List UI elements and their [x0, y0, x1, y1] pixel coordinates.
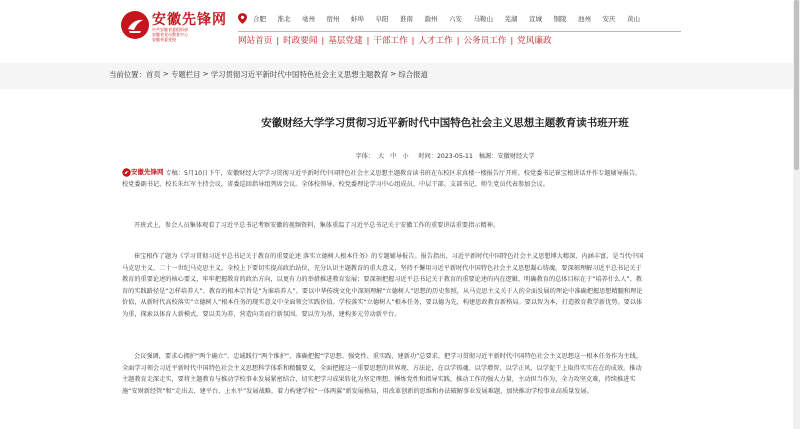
city-link-bengbu[interactable]: 蚌埠	[351, 14, 364, 23]
city-link-wuhu[interactable]: 芜湖	[504, 14, 518, 23]
nav-separator: |	[411, 35, 415, 45]
breadcrumb-separator: >	[390, 69, 397, 78]
breadcrumb-separator: >	[162, 69, 169, 78]
city-link-suzhou[interactable]: 宿州	[326, 14, 340, 23]
nav-item-party-building[interactable]: 基层党建	[328, 36, 363, 46]
breadcrumb	[109, 69, 428, 80]
breadcrumb-theme-education[interactable]: 学习贯彻习近平新时代中国特色社会主义思想主题教育	[210, 70, 389, 79]
nav-item-integrity[interactable]: 党风廉政	[517, 36, 552, 46]
page-scrollbar[interactable]	[793, 0, 800, 429]
breadcrumb-reports[interactable]: 综合报道	[398, 70, 428, 79]
breadcrumb-topics[interactable]: 专题栏目	[170, 70, 201, 79]
font-size-large[interactable]: 大	[378, 153, 385, 160]
article-paragraph: 会议强调，要求心拥护“两个确立”、忠诚践行“两个维护”，准确把握“学思想、强党性、重实践、建新功”总要求，把学习贯彻习近平新时代中国特色社会主义思想这一根本任务作为主线，全面学习领会习近平新时代中国特色社会主义思想科学体系和精髓要义，全面把握这一重要思想的世界观、方法论，在以学铸魂、以学增智、以学正风、以学促干上取得实实在在的成效。推动主题教育走深走实，要将主题教育与推动学校事业发展紧密结合，切实把学习成果转化为坚定理想、锤炼党性和指导实践、推动工作的强大力量，主动担当作为，全力攻坚克难，持续推进实施“安财新经管”和“走出去、建平台、上水平”发展战略，着力构建学校“一体两翼”新发展格局，用改革创新的思维和办法破解事业发展难题，加快推动学校事业高质量发展。	[122, 353, 643, 395]
city-link-bozhou[interactable]: 亳州	[302, 14, 315, 23]
breadcrumb-home[interactable]: 首页	[145, 70, 161, 79]
nav-item-home[interactable]: 网站首页	[238, 36, 273, 46]
article-paragraph	[122, 167, 644, 191]
article-title: 安徽财经大学学习贯彻习近平新时代中国特色社会主义思想主题教育读书班开班	[261, 117, 629, 129]
city-link-huangshan[interactable]: 黄山	[627, 14, 640, 23]
logo-title: 安徽先锋网	[152, 12, 227, 28]
scrollbar-thumb[interactable]	[794, 0, 799, 170]
city-link-anqing[interactable]: 安庆	[602, 14, 616, 23]
nav-separator: |	[510, 35, 514, 45]
nav-separator: |	[366, 35, 370, 45]
font-size-small[interactable]: 小	[402, 153, 409, 160]
font-size-medium[interactable]: 中	[390, 153, 397, 160]
city-link-xuancheng[interactable]: 宣城	[529, 14, 542, 23]
city-bar	[238, 12, 652, 24]
city-link-tongling[interactable]: 铜陵	[553, 14, 567, 23]
city-link-huainan[interactable]: 淮南	[400, 14, 413, 23]
party-emblem-icon	[122, 168, 131, 177]
article-meta	[105, 151, 785, 160]
party-emblem-icon	[120, 10, 150, 40]
logo-sub-line: 安徽省党员教育中心	[152, 32, 188, 37]
city-link-fuyang[interactable]: 阜阳	[375, 14, 389, 23]
site-logo[interactable]	[120, 8, 232, 42]
nav-item-news[interactable]: 时政要闻	[283, 36, 318, 46]
article-source: 稿源：安徽财经大学	[478, 153, 535, 160]
article-paragraph: 崔宝根作了题为《学习贯彻习近平总书记关于教育的重要论述 落实立德树人根本任务》的专题辅导报告。报告指出，习近平新时代中国特色社会主义思想博大精深、内涵丰富，是当代中国马克思主义、二十一世纪马克思主义。全校上下要切实提高政治站位，充分认识主题教育的重大意义，坚持不懈用习近平新时代中国特色社会主义思想凝心铸魂。要深刻理解习近平总书记关于教育的重要论述的核心要义，牢牢把握教育的政治方向，以更有力的举措推进教育发展；要深刻把握习近平总书记关于教育的重要论述的内在逻辑，明确教育的总体目标在于“培养什么人”、教育的实践路径是“怎样培养人”、教育的根本宗旨是“为谁培养人”。要以中华传统文化中深刻理解“立德树人”思想的历史参照，从马克思主义关于人的全面发展的理论中准确把握思想精髓和理论价值，从新时代高校落实“立德树人”根本任务的现实意义中全面领会实践价值。学校落实“立德树人”根本任务，要以德为先，构建思政教育新格局。要以智为本，打造教育教学新优势。要以体为重，探索以体育人新模式。要以美为养，营造向美而行新氛围。要以劳为基，建构多元劳动新平台。	[122, 253, 644, 318]
breadcrumb-separator: >	[202, 69, 209, 78]
article	[105, 89, 785, 429]
city-link-huaibei[interactable]: 淮北	[277, 14, 291, 23]
site-header	[0, 0, 800, 62]
breadcrumb-prefix: 当前位置：	[109, 70, 146, 79]
main-nav	[238, 33, 681, 47]
nav-item-civil-service[interactable]: 公务员工作	[463, 36, 507, 46]
inline-brand-text: 安徽先锋网	[131, 168, 164, 176]
nav-separator: |	[456, 35, 460, 45]
logo-sub-line: 中共安徽省委组织部	[152, 27, 188, 32]
logo-sub-line: 安徽省委党校	[152, 37, 176, 42]
city-link-hefei[interactable]: 合肥	[253, 14, 266, 23]
font-size-label: 字体：	[355, 153, 375, 160]
paragraph-text: 专稿：5月10日下午，安徽财经大学学习贯彻习近平新时代中国特色社会主义思想主题教育读书班在东校区求真楼一楼报告厅开班。校党委书记崔宝根讲话并作专题辅导报告。校党委副书记、校长朱红军主持会议。省委巡回指导组列席会议。全体校领导、校党委理论学习中心组成员、中层干部、支部书记、师生党员代表参加会议。	[122, 169, 642, 189]
city-link-chuzhou[interactable]: 滁州	[424, 14, 438, 23]
article-paragraph: 开班式上，参会人员集体观看了习近平总书记考察安徽的视频资料，集体重温了习近平总书记关于安徽工作的重要讲话重要指示精神。	[134, 222, 500, 229]
header-divider	[238, 31, 681, 32]
nav-separator: |	[276, 35, 280, 45]
location-pin-icon	[238, 13, 247, 24]
city-link-maanshan[interactable]: 马鞍山	[473, 14, 493, 23]
nav-item-cadre-work[interactable]: 干部工作	[373, 36, 408, 46]
city-link-chizhou[interactable]: 池州	[578, 14, 591, 23]
nav-separator: |	[321, 35, 325, 45]
nav-item-talent-work[interactable]: 人才工作	[418, 36, 453, 46]
city-link-luan[interactable]: 六安	[449, 14, 462, 23]
inline-brand-logo	[122, 167, 164, 179]
publish-time: 时间：2023-05-11	[418, 153, 473, 160]
